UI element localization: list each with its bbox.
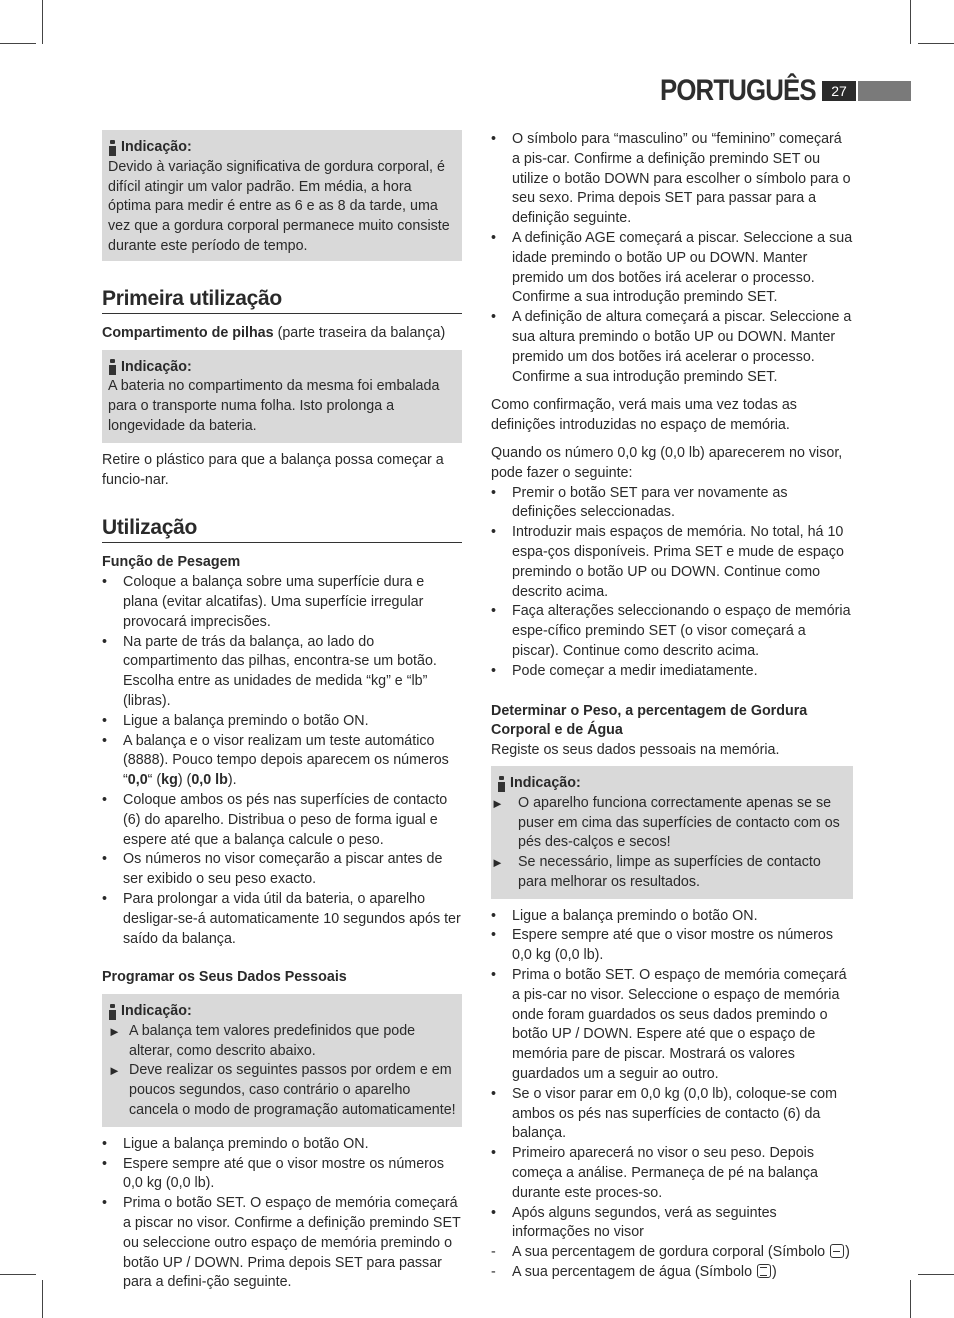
- note-list: [108, 1022, 456, 1121]
- weighing-steps-list: [102, 573, 462, 949]
- battery-compartment-label: Compartimento de pilhas: [102, 324, 274, 341]
- list-item: • O símbolo para “masculino” ou “feminino” começará a pis-car. Confirme a definição premindo SET ou utilize o botão DOWN para escolher o símbolo para o seu sexo. Prima depois SET para passar para a definição seguinte.: [491, 130, 853, 229]
- remove-plastic-text: Retire o plástico para que a balança possa começar a funcio-nar.: [102, 451, 444, 488]
- setup-steps-list: [491, 130, 853, 387]
- fat-text-close: ): [845, 1244, 850, 1261]
- selftest-value: 0,0: [127, 772, 148, 789]
- note-list-item: ► Deve realizar os seguintes passos por ordem e em poucos segundos, caso contrário o aparelho cancela o modo de programação automaticamente!: [108, 1061, 456, 1120]
- info-icon: [108, 359, 117, 375]
- crop-mark: [42, 0, 43, 44]
- note-label: Indicação:: [510, 774, 581, 791]
- list-item: • Premir o botão SET para ver novamente as definições seleccionadas.: [491, 484, 853, 524]
- info-icon: [108, 140, 117, 156]
- water-symbol-icon: [757, 1264, 771, 1278]
- list-item: • Coloque a balança sobre uma superfície dura e plana (evitar alcatifas). Uma superfície irregular provocará imprecisões.: [102, 573, 462, 632]
- list-item-fat: [491, 1243, 853, 1263]
- list-item: • Ligue a balança premindo o botão ON.: [491, 907, 853, 927]
- note-list-item: ► O aparelho funciona correctamente apenas se se puser em cima das superfícies de contacto com os pés des-calços e secos!: [491, 794, 847, 853]
- program-steps-list: [102, 1135, 462, 1293]
- program-data-title: Programar os Seus Dados Pessoais: [102, 969, 347, 986]
- section-title-first-use: Primeira utilização: [102, 287, 462, 314]
- section-title-usage: Utilização: [102, 516, 462, 543]
- info-icon: [108, 1004, 117, 1020]
- list-item: • Prima o botão SET. O espaço de memória começará a piscar no visor. Confirme a definição premindo SET ou seleccione outro espaço de memória premindo o botão UP / DOWN. Prima depois SET para passar para a defini-ção seguinte.: [102, 1194, 462, 1293]
- register-data-text: Registe os seus dados pessoais na memória.: [491, 742, 780, 759]
- when-zero-text: Quando os número 0,0 kg (0,0 lb) aparecerem no visor, pode fazer o seguinte:: [491, 444, 843, 481]
- selftest-value: 0,0 lb: [191, 772, 228, 789]
- confirmation-text: Como confirmação, verá mais uma vez todas as definições introduzidas no espaço de memória.: [491, 397, 797, 434]
- results-list: [491, 1243, 853, 1283]
- battery-compartment-text: [102, 324, 462, 344]
- list-item: • Faça alterações seleccionando o espaço de memória espe-cífico premindo SET (o visor começará a piscar). Continue como descrito acima.: [491, 602, 853, 661]
- note-list: [491, 794, 847, 893]
- crop-mark: [0, 1274, 36, 1275]
- selftest-unit: kg: [161, 772, 178, 789]
- crop-mark: [918, 43, 954, 44]
- selftest-text: ) (: [177, 772, 192, 789]
- list-item-water: [491, 1263, 853, 1283]
- list-item: • Introduzir mais espaços de memória. No total, há 10 espa-ços disponíveis. Prima SET e mude de espaço premindo o botão UP ou DOWN. Continue como descrito acima.: [491, 523, 853, 602]
- fat-text: A sua percentagem de gordura corporal (Símbolo: [512, 1244, 830, 1261]
- page-number: 27: [822, 81, 856, 101]
- page-number-bar: [858, 81, 911, 101]
- left-column: [102, 128, 462, 1293]
- list-item: • Prima o botão SET. O espaço de memória começará a pis-car no visor. Seleccione o espaço de memória onde foram guardados os seus dados premindo o botão UP / DOWN. Espere até que o espaço de memória pare de piscar. Mostrará os valores guardados um a seguir ao outro.: [491, 966, 853, 1085]
- battery-compartment-detail: (parte traseira da balança): [273, 324, 446, 341]
- note-box: [102, 994, 462, 1127]
- list-item: • Espere sempre até que o visor mostre os números 0,0 kg (0,0 lb).: [102, 1155, 462, 1195]
- selftest-text: “ (: [147, 772, 162, 789]
- crop-mark: [910, 1280, 911, 1318]
- list-item: • Pode começar a medir imediatamente.: [491, 662, 853, 682]
- list-item: • Primeiro aparecerá no visor o seu peso. Depois começa a análise. Permaneça de pé na balança durante este proces-so.: [491, 1144, 853, 1203]
- options-list: [491, 484, 853, 682]
- page-language-title: PORTUGUÊS: [660, 74, 816, 107]
- note-list-item: ► A balança tem valores predefinidos que pode alterar, como descrito abaixo.: [108, 1022, 456, 1062]
- note-box: [102, 350, 462, 443]
- list-item: • Após alguns segundos, verá as seguintes informações no visor: [491, 1204, 853, 1244]
- crop-mark: [42, 1280, 43, 1318]
- crop-mark: [910, 0, 911, 44]
- note-label: Indicação:: [121, 139, 192, 155]
- list-item: • Os números no visor começarão a piscar antes de ser exibido o seu peso exacto.: [102, 850, 462, 890]
- note-label: Indicação:: [121, 358, 192, 375]
- body-fat-symbol-icon: [830, 1244, 844, 1258]
- list-item: • Ligue a balança premindo o botão ON.: [102, 1135, 462, 1155]
- right-column: [491, 130, 853, 1283]
- note-box: [491, 766, 853, 899]
- list-item: • A definição de altura começará a piscar. Seleccione a sua altura premindo o botão UP ou DOWN. Manter premido um dos botões irá acelerar o processo. Confirme a sua introdução premindo SET.: [491, 308, 853, 387]
- selftest-text: ).: [227, 772, 237, 789]
- crop-mark: [918, 1274, 954, 1275]
- note-list-item: ► Se necessário, limpe as superfícies de contacto para melhorar os resultados.: [491, 853, 847, 893]
- list-item: • Para prolongar a vida útil da bateria, o aparelho desligar-se-á automaticamente 10 segundos após ter saído da balança.: [102, 890, 462, 949]
- list-item: • Coloque ambos os pés nas superfícies de contacto (6) do aparelho. Distribua o peso de forma igual e espere até que a balança calcule o peso.: [102, 791, 462, 850]
- note-text: A bateria no compartimento da mesma foi embalada para o transporte numa folha. Isto prolonga a longevidade da bateria.: [108, 378, 440, 434]
- weighing-function-title: Função de Pesagem: [102, 554, 241, 571]
- list-item: • Ligue a balança premindo o botão ON.: [102, 712, 462, 732]
- measure-steps-list: [491, 907, 853, 1244]
- list-item: • Espere sempre até que o visor mostre os números 0,0 kg (0,0 lb).: [491, 926, 853, 966]
- note-text: Devido à variação significativa de gordura corporal, é difícil atingir um valor padrão. Em média, a hora óptima para medir é entre as 6 e as 8 da tarde, uma vez que a gordura corporal permanece muito consiste durante este período de tempo.: [108, 158, 450, 254]
- list-item: • Na parte de trás da balança, ao lado do compartimento das pilhas, encontra-se um botão. Escolha entre as unidades de medida “kg” e “lb” (libras).: [102, 633, 462, 712]
- determine-weight-title: Determinar o Peso, a percentagem de Gordura Corporal e de Água: [491, 702, 808, 739]
- crop-mark: [0, 43, 36, 44]
- list-item: • A definição AGE começará a piscar. Seleccione a sua idade premindo o botão UP ou DOWN. Manter premido um dos botões irá acelerar o processo. Confirme a sua introdução premindo SET.: [491, 229, 853, 308]
- list-item: • Se o visor parar em 0,0 kg (0,0 lb), coloque-se com ambos os pés nas superfícies de contacto (6) da balança.: [491, 1085, 853, 1144]
- note-label: Indicação:: [121, 1003, 192, 1020]
- water-text-close: ): [772, 1264, 777, 1281]
- note-box: [102, 130, 462, 261]
- water-text: A sua percentagem de água (Símbolo: [512, 1264, 756, 1281]
- info-icon: [497, 776, 506, 792]
- selftest-text: A balança e o visor realizam um teste automático (8888). Pouco tempo depois aparecem os números “: [123, 732, 449, 789]
- list-item-selftest: [102, 732, 462, 791]
